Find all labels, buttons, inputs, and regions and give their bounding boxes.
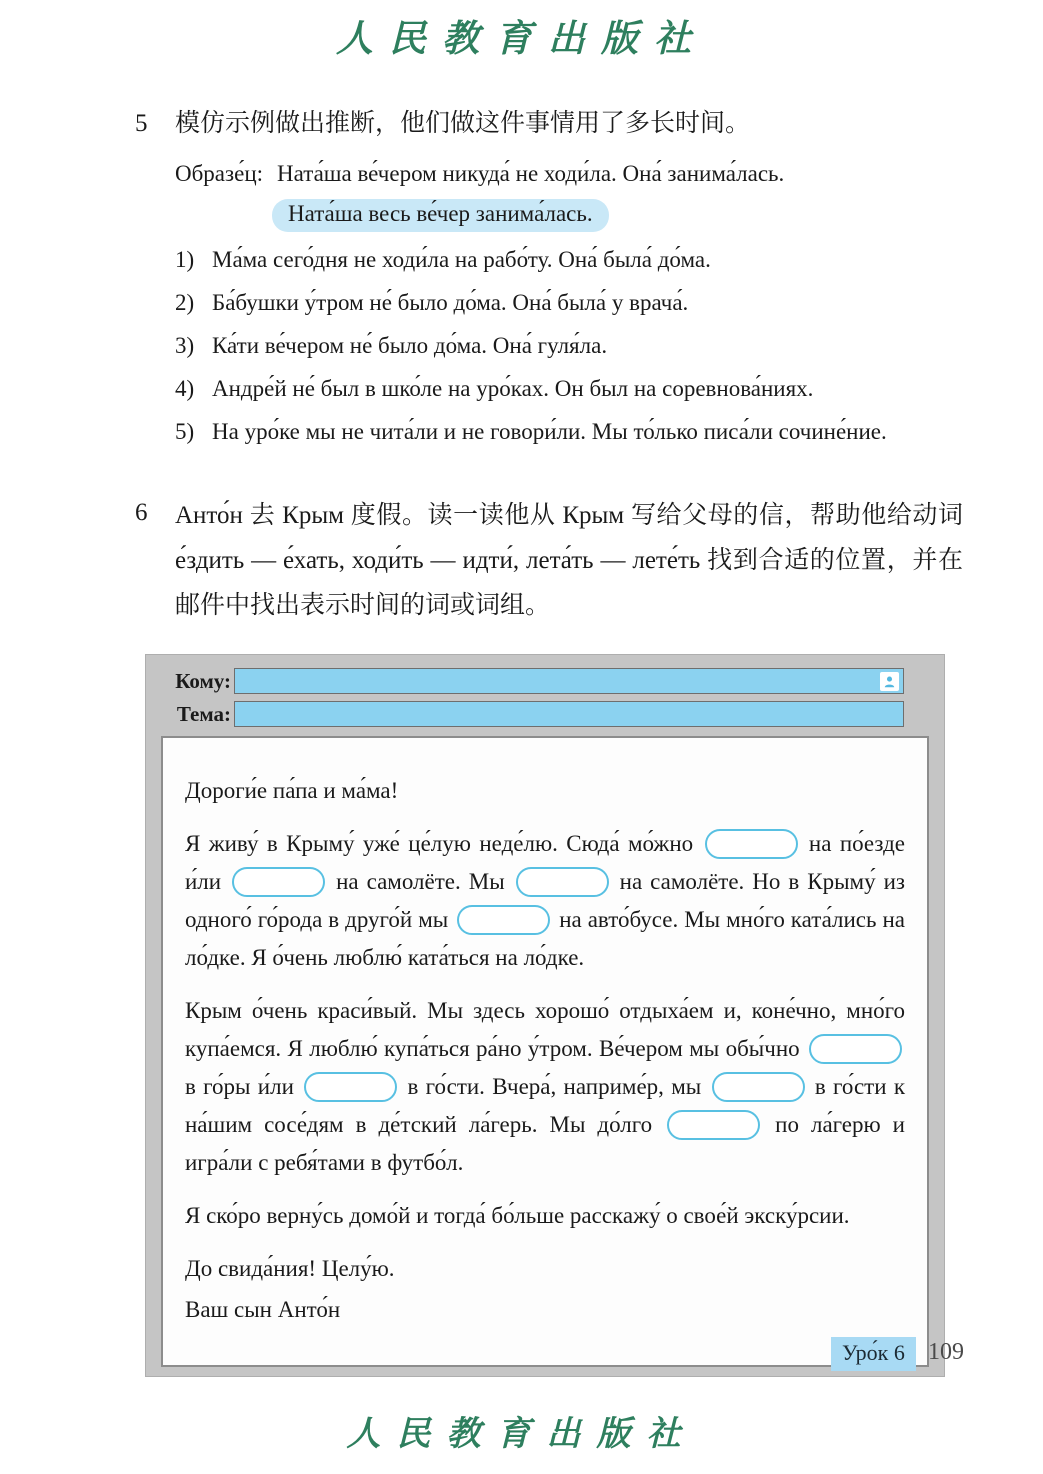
to-label: Кому: (175, 668, 231, 693)
exercise-5-section (135, 104, 963, 447)
exercise-5-instruction: 模仿示例做出推断，他们做这件事情用了多长时间。 (175, 110, 751, 137)
item-number: 3) (175, 333, 195, 358)
email-panel (145, 654, 945, 1377)
letter-paragraph: Я живу́ в Крыму́ уже́ це́лую неде́лю. Сюда́ мо́жно на по́езде и́ли на самолёте. Мы на самолёте. Но в Крыму́ из одного́ го́рода в друго́й мы на авто́бусе. Мы мно́го ката́лись на ло́дке. Я о́чень люблю́ ката́ться на ло́дке. (185, 831, 905, 970)
page-footer (0, 1337, 1043, 1371)
answer-blank-box (232, 867, 325, 897)
answer-blank-box (705, 829, 798, 859)
letter-greeting: Дороги́е па́па и ма́ма! (185, 778, 399, 803)
exercise-5-item-4 (175, 374, 963, 404)
to-input-field (234, 668, 904, 694)
item-text: Ма́ма сего́дня не ходи́ла на рабо́ту. Она́ была́ до́ма. (212, 247, 711, 272)
item-text: Ба́бушки у́тром не́ было до́ма. Она́ была́ у врача́. (212, 290, 689, 315)
answer-blank-box (712, 1072, 805, 1102)
exercise-6-instruction: Анто́н 去 Крым 度假。读一读他从 Крым 写给父母的信，帮助他给动词 е́здить — е́хать, ходи́ть — идти́, лета́ть — лете́ть 找到合适的位置，并在邮件中找出表示时间的词或词组。 (175, 502, 963, 619)
sample-label: Образе́ц: (175, 161, 264, 186)
answer-blank-box (516, 867, 609, 897)
item-number: 2) (175, 290, 195, 315)
exercise-5-item-2 (175, 288, 963, 318)
exercise-5-number: 5 (135, 110, 148, 137)
publisher-logo-top: 人民教育出版社 (336, 19, 707, 60)
item-text: Андре́й не́ был в шко́ле на уро́ках. Он был на соревнова́ниях. (212, 376, 814, 401)
subject-input-field (234, 701, 904, 727)
sample-answer-highlight: Ната́ша весь ве́чер занима́лась. (272, 199, 609, 232)
exercise-5-item-5 (175, 417, 963, 447)
letter-paragraph: До свида́ния! Целу́ю. (185, 1256, 395, 1281)
answer-blank-box (457, 905, 550, 935)
exercise-5-item-3 (175, 331, 963, 361)
email-to-row (172, 668, 904, 694)
letter-paragraph: Я ско́ро верну́сь домо́й и тогда́ бо́льше расскажу́ о свое́й экску́рсии. (185, 1203, 850, 1228)
item-text: Ка́ти ве́чером не́ было до́ма. Она́ гуля́ла. (212, 333, 608, 358)
page-content (135, 104, 963, 1377)
email-subject-row (172, 701, 904, 727)
exercise-6-number: 6 (135, 499, 148, 526)
answer-blank-box (809, 1034, 902, 1064)
item-number: 4) (175, 376, 195, 401)
exercise-6-section (135, 493, 963, 628)
contact-person-icon (880, 672, 899, 691)
exercise-5-item-1 (175, 245, 963, 275)
letter-paragraph: Крым о́чень краси́вый. Мы здесь хорошо́ отдыха́ем и, коне́чно, мно́го купа́емся. Я люблю́ купа́ться ра́но у́тром. Ве́чером мы обы́чно в го́ры и́ли в го́сти. Вчера́, наприме́р, мы в го́сти к на́шим сосе́дям в де́тский ла́герь. Мы до́лго по ла́герю и игра́ли с ребя́тами в футбо́л. (185, 998, 905, 1175)
sample-row (175, 157, 963, 191)
item-number: 5) (175, 419, 195, 444)
letter-area (161, 736, 929, 1367)
item-text: На уро́ке мы не чита́ли и не говори́ли. Мы то́лько писа́ли сочине́ние. (212, 419, 887, 444)
answer-blank-box (667, 1110, 760, 1140)
subject-label: Тема: (176, 701, 231, 726)
footer-page-number: 109 (928, 1339, 964, 1365)
answer-blank-box (304, 1072, 397, 1102)
footer-lesson-badge: Уро́к 6 (831, 1337, 916, 1371)
sample-sentence: Ната́ша ве́чером никуда́ не ходи́ла. Она́ занима́лась. (277, 161, 785, 186)
letter-signature: Ваш сын Анто́н (185, 1297, 341, 1322)
item-number: 1) (175, 247, 195, 272)
publisher-logo-bottom: 人民教育出版社 (346, 1416, 697, 1453)
letter-body (185, 825, 905, 1288)
exercise-5-items (135, 245, 963, 447)
sample-answer-row (272, 199, 963, 232)
